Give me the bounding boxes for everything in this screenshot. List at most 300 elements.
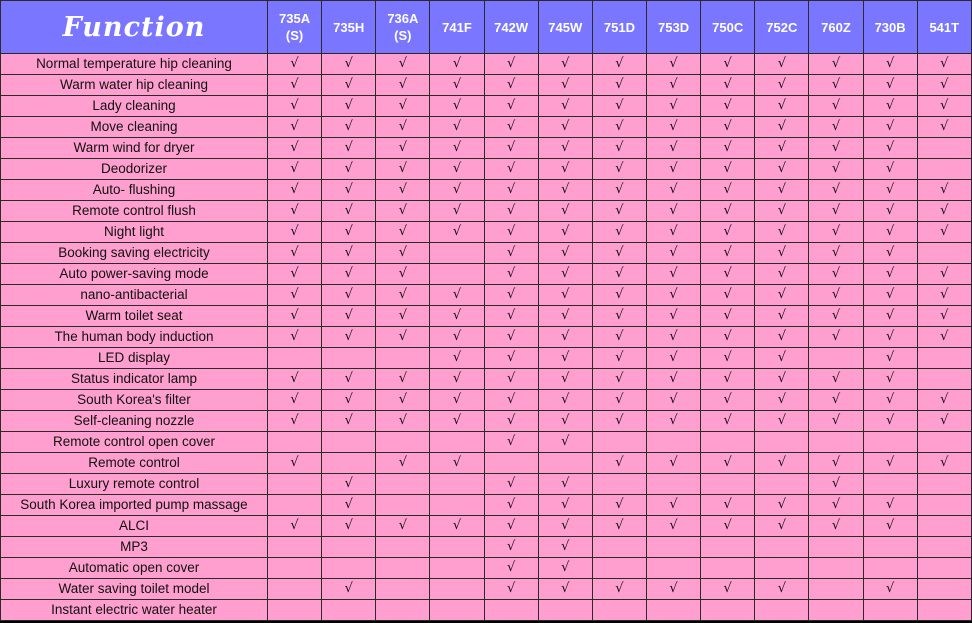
check-mark-cell: √ bbox=[484, 495, 538, 516]
check-mark-cell: √ bbox=[268, 390, 322, 411]
empty-cell bbox=[268, 600, 322, 621]
feature-label: nano-antibacterial bbox=[1, 285, 268, 306]
check-mark-cell: √ bbox=[484, 432, 538, 453]
feature-label: Status indicator lamp bbox=[1, 369, 268, 390]
empty-cell bbox=[863, 537, 917, 558]
table-row bbox=[1, 285, 972, 306]
check-mark-cell: √ bbox=[917, 96, 971, 117]
table-body bbox=[1, 54, 972, 621]
check-mark-cell: √ bbox=[322, 411, 376, 432]
check-mark-cell: √ bbox=[755, 75, 809, 96]
check-mark-cell: √ bbox=[484, 390, 538, 411]
check-mark-cell: √ bbox=[917, 54, 971, 75]
check-mark-cell: √ bbox=[755, 96, 809, 117]
check-mark-cell: √ bbox=[376, 222, 430, 243]
feature-label: Move cleaning bbox=[1, 117, 268, 138]
table-row bbox=[1, 117, 972, 138]
empty-cell bbox=[268, 432, 322, 453]
check-mark-cell: √ bbox=[755, 54, 809, 75]
check-mark-cell: √ bbox=[701, 390, 755, 411]
check-mark-cell: √ bbox=[322, 495, 376, 516]
check-mark-cell: √ bbox=[809, 516, 863, 537]
check-mark-cell: √ bbox=[268, 117, 322, 138]
check-mark-cell: √ bbox=[917, 222, 971, 243]
check-mark-cell: √ bbox=[646, 579, 700, 600]
table-row bbox=[1, 75, 972, 96]
table-row bbox=[1, 348, 972, 369]
empty-cell bbox=[484, 600, 538, 621]
check-mark-cell: √ bbox=[755, 579, 809, 600]
check-mark-cell: √ bbox=[755, 117, 809, 138]
check-mark-cell: √ bbox=[322, 264, 376, 285]
empty-cell bbox=[701, 537, 755, 558]
check-mark-cell: √ bbox=[376, 54, 430, 75]
check-mark-cell: √ bbox=[809, 243, 863, 264]
check-mark-cell: √ bbox=[484, 579, 538, 600]
empty-cell bbox=[917, 516, 971, 537]
check-mark-cell: √ bbox=[755, 138, 809, 159]
check-mark-cell: √ bbox=[484, 327, 538, 348]
check-mark-cell: √ bbox=[322, 75, 376, 96]
empty-cell bbox=[430, 495, 484, 516]
check-mark-cell: √ bbox=[646, 96, 700, 117]
empty-cell bbox=[592, 432, 646, 453]
check-mark-cell: √ bbox=[755, 369, 809, 390]
empty-cell bbox=[430, 537, 484, 558]
empty-cell bbox=[592, 537, 646, 558]
check-mark-cell: √ bbox=[701, 453, 755, 474]
check-mark-cell: √ bbox=[863, 222, 917, 243]
check-mark-cell: √ bbox=[322, 579, 376, 600]
check-mark-cell: √ bbox=[484, 348, 538, 369]
feature-label: Deodorizer bbox=[1, 159, 268, 180]
model-header: 741F bbox=[430, 1, 484, 54]
empty-cell bbox=[917, 600, 971, 621]
empty-cell bbox=[376, 474, 430, 495]
check-mark-cell: √ bbox=[268, 306, 322, 327]
check-mark-cell: √ bbox=[430, 369, 484, 390]
check-mark-cell: √ bbox=[592, 201, 646, 222]
check-mark-cell: √ bbox=[484, 54, 538, 75]
empty-cell bbox=[755, 432, 809, 453]
check-mark-cell: √ bbox=[376, 96, 430, 117]
table-row bbox=[1, 264, 972, 285]
check-mark-cell: √ bbox=[809, 369, 863, 390]
empty-cell bbox=[863, 474, 917, 495]
check-mark-cell: √ bbox=[863, 453, 917, 474]
check-mark-cell: √ bbox=[268, 453, 322, 474]
table-row bbox=[1, 222, 972, 243]
check-mark-cell: √ bbox=[322, 243, 376, 264]
check-mark-cell: √ bbox=[701, 159, 755, 180]
check-mark-cell: √ bbox=[322, 327, 376, 348]
empty-cell bbox=[592, 558, 646, 579]
check-mark-cell: √ bbox=[268, 243, 322, 264]
check-mark-cell: √ bbox=[701, 222, 755, 243]
check-mark-cell: √ bbox=[646, 117, 700, 138]
check-mark-cell: √ bbox=[863, 348, 917, 369]
check-mark-cell: √ bbox=[701, 264, 755, 285]
empty-cell bbox=[809, 600, 863, 621]
check-mark-cell: √ bbox=[592, 306, 646, 327]
check-mark-cell: √ bbox=[538, 369, 592, 390]
check-mark-cell: √ bbox=[809, 474, 863, 495]
check-mark-cell: √ bbox=[484, 117, 538, 138]
check-mark-cell: √ bbox=[538, 222, 592, 243]
check-mark-cell: √ bbox=[646, 516, 700, 537]
check-mark-cell: √ bbox=[538, 516, 592, 537]
table-row bbox=[1, 474, 972, 495]
check-mark-cell: √ bbox=[430, 348, 484, 369]
feature-label: Self-cleaning nozzle bbox=[1, 411, 268, 432]
check-mark-cell: √ bbox=[538, 432, 592, 453]
check-mark-cell: √ bbox=[863, 369, 917, 390]
check-mark-cell: √ bbox=[701, 201, 755, 222]
check-mark-cell: √ bbox=[755, 306, 809, 327]
check-mark-cell: √ bbox=[430, 516, 484, 537]
check-mark-cell: √ bbox=[701, 348, 755, 369]
check-mark-cell: √ bbox=[484, 96, 538, 117]
check-mark-cell: √ bbox=[863, 117, 917, 138]
check-mark-cell: √ bbox=[538, 159, 592, 180]
check-mark-cell: √ bbox=[592, 138, 646, 159]
check-mark-cell: √ bbox=[701, 411, 755, 432]
check-mark-cell: √ bbox=[755, 285, 809, 306]
check-mark-cell: √ bbox=[376, 285, 430, 306]
feature-label: Auto power-saving mode bbox=[1, 264, 268, 285]
check-mark-cell: √ bbox=[592, 180, 646, 201]
check-mark-cell: √ bbox=[322, 96, 376, 117]
empty-cell bbox=[646, 474, 700, 495]
empty-cell bbox=[268, 558, 322, 579]
check-mark-cell: √ bbox=[809, 96, 863, 117]
check-mark-cell: √ bbox=[701, 117, 755, 138]
check-mark-cell: √ bbox=[809, 264, 863, 285]
check-mark-cell: √ bbox=[755, 243, 809, 264]
check-mark-cell: √ bbox=[484, 264, 538, 285]
check-mark-cell: √ bbox=[322, 159, 376, 180]
table-row bbox=[1, 558, 972, 579]
check-mark-cell: √ bbox=[701, 285, 755, 306]
check-mark-cell: √ bbox=[592, 453, 646, 474]
check-mark-cell: √ bbox=[376, 159, 430, 180]
table-row bbox=[1, 432, 972, 453]
check-mark-cell: √ bbox=[592, 411, 646, 432]
empty-cell bbox=[376, 348, 430, 369]
check-mark-cell: √ bbox=[376, 180, 430, 201]
check-mark-cell: √ bbox=[863, 411, 917, 432]
check-mark-cell: √ bbox=[484, 558, 538, 579]
check-mark-cell: √ bbox=[268, 138, 322, 159]
model-header: 750C bbox=[701, 1, 755, 54]
check-mark-cell: √ bbox=[538, 474, 592, 495]
check-mark-cell: √ bbox=[322, 369, 376, 390]
check-mark-cell: √ bbox=[592, 222, 646, 243]
check-mark-cell: √ bbox=[701, 138, 755, 159]
check-mark-cell: √ bbox=[430, 285, 484, 306]
check-mark-cell: √ bbox=[646, 54, 700, 75]
check-mark-cell: √ bbox=[376, 306, 430, 327]
check-mark-cell: √ bbox=[701, 75, 755, 96]
empty-cell bbox=[430, 558, 484, 579]
check-mark-cell: √ bbox=[646, 390, 700, 411]
header-row bbox=[1, 1, 972, 54]
check-mark-cell: √ bbox=[917, 264, 971, 285]
check-mark-cell: √ bbox=[646, 411, 700, 432]
check-mark-cell: √ bbox=[863, 243, 917, 264]
empty-cell bbox=[538, 453, 592, 474]
empty-cell bbox=[268, 537, 322, 558]
check-mark-cell: √ bbox=[809, 327, 863, 348]
empty-cell bbox=[701, 558, 755, 579]
check-mark-cell: √ bbox=[863, 495, 917, 516]
check-mark-cell: √ bbox=[430, 390, 484, 411]
check-mark-cell: √ bbox=[430, 201, 484, 222]
empty-cell bbox=[863, 558, 917, 579]
model-header: 751D bbox=[592, 1, 646, 54]
empty-cell bbox=[646, 558, 700, 579]
empty-cell bbox=[917, 579, 971, 600]
feature-label: Booking saving electricity bbox=[1, 243, 268, 264]
table-row bbox=[1, 96, 972, 117]
check-mark-cell: √ bbox=[376, 264, 430, 285]
empty-cell bbox=[322, 453, 376, 474]
check-mark-cell: √ bbox=[646, 264, 700, 285]
empty-cell bbox=[268, 474, 322, 495]
check-mark-cell: √ bbox=[755, 327, 809, 348]
empty-cell bbox=[592, 474, 646, 495]
table-row bbox=[1, 579, 972, 600]
check-mark-cell: √ bbox=[322, 54, 376, 75]
check-mark-cell: √ bbox=[646, 348, 700, 369]
check-mark-cell: √ bbox=[701, 96, 755, 117]
check-mark-cell: √ bbox=[268, 222, 322, 243]
check-mark-cell: √ bbox=[538, 264, 592, 285]
check-mark-cell: √ bbox=[646, 327, 700, 348]
check-mark-cell: √ bbox=[538, 180, 592, 201]
check-mark-cell: √ bbox=[430, 222, 484, 243]
check-mark-cell: √ bbox=[592, 369, 646, 390]
check-mark-cell: √ bbox=[755, 390, 809, 411]
check-mark-cell: √ bbox=[863, 516, 917, 537]
check-mark-cell: √ bbox=[538, 54, 592, 75]
check-mark-cell: √ bbox=[376, 75, 430, 96]
check-mark-cell: √ bbox=[917, 453, 971, 474]
check-mark-cell: √ bbox=[701, 495, 755, 516]
check-mark-cell: √ bbox=[430, 159, 484, 180]
empty-cell bbox=[430, 579, 484, 600]
check-mark-cell: √ bbox=[484, 306, 538, 327]
check-mark-cell: √ bbox=[484, 222, 538, 243]
check-mark-cell: √ bbox=[268, 54, 322, 75]
check-mark-cell: √ bbox=[538, 243, 592, 264]
feature-label: Warm water hip cleaning bbox=[1, 75, 268, 96]
check-mark-cell: √ bbox=[809, 222, 863, 243]
check-mark-cell: √ bbox=[538, 579, 592, 600]
check-mark-cell: √ bbox=[646, 138, 700, 159]
empty-cell bbox=[322, 432, 376, 453]
check-mark-cell: √ bbox=[376, 369, 430, 390]
check-mark-cell: √ bbox=[538, 537, 592, 558]
check-mark-cell: √ bbox=[484, 537, 538, 558]
empty-cell bbox=[701, 474, 755, 495]
check-mark-cell: √ bbox=[430, 75, 484, 96]
empty-cell bbox=[755, 474, 809, 495]
check-mark-cell: √ bbox=[376, 411, 430, 432]
empty-cell bbox=[917, 243, 971, 264]
check-mark-cell: √ bbox=[430, 138, 484, 159]
empty-cell bbox=[268, 579, 322, 600]
model-header: 735A (S) bbox=[268, 1, 322, 54]
empty-cell bbox=[646, 600, 700, 621]
empty-cell bbox=[376, 495, 430, 516]
empty-cell bbox=[917, 138, 971, 159]
feature-label: Auto- flushing bbox=[1, 180, 268, 201]
feature-label: LED display bbox=[1, 348, 268, 369]
check-mark-cell: √ bbox=[322, 474, 376, 495]
check-mark-cell: √ bbox=[538, 306, 592, 327]
check-mark-cell: √ bbox=[538, 117, 592, 138]
check-mark-cell: √ bbox=[646, 201, 700, 222]
check-mark-cell: √ bbox=[430, 453, 484, 474]
check-mark-cell: √ bbox=[538, 411, 592, 432]
feature-label: Remote control open cover bbox=[1, 432, 268, 453]
empty-cell bbox=[322, 600, 376, 621]
empty-cell bbox=[322, 558, 376, 579]
empty-cell bbox=[863, 432, 917, 453]
check-mark-cell: √ bbox=[917, 75, 971, 96]
model-header: 753D bbox=[646, 1, 700, 54]
empty-cell bbox=[701, 432, 755, 453]
check-mark-cell: √ bbox=[809, 306, 863, 327]
empty-cell bbox=[755, 558, 809, 579]
check-mark-cell: √ bbox=[755, 411, 809, 432]
check-mark-cell: √ bbox=[646, 222, 700, 243]
table-row bbox=[1, 201, 972, 222]
empty-cell bbox=[863, 600, 917, 621]
check-mark-cell: √ bbox=[701, 243, 755, 264]
check-mark-cell: √ bbox=[646, 369, 700, 390]
check-mark-cell: √ bbox=[376, 327, 430, 348]
feature-label: South Korea's filter bbox=[1, 390, 268, 411]
check-mark-cell: √ bbox=[917, 327, 971, 348]
check-mark-cell: √ bbox=[484, 159, 538, 180]
check-mark-cell: √ bbox=[592, 96, 646, 117]
empty-cell bbox=[268, 495, 322, 516]
model-header: 735H bbox=[322, 1, 376, 54]
check-mark-cell: √ bbox=[809, 495, 863, 516]
feature-label: South Korea imported pump massage bbox=[1, 495, 268, 516]
check-mark-cell: √ bbox=[322, 222, 376, 243]
check-mark-cell: √ bbox=[322, 306, 376, 327]
check-mark-cell: √ bbox=[755, 348, 809, 369]
check-mark-cell: √ bbox=[755, 495, 809, 516]
check-mark-cell: √ bbox=[646, 306, 700, 327]
check-mark-cell: √ bbox=[268, 327, 322, 348]
model-header: 742W bbox=[484, 1, 538, 54]
check-mark-cell: √ bbox=[430, 411, 484, 432]
check-mark-cell: √ bbox=[376, 516, 430, 537]
check-mark-cell: √ bbox=[863, 264, 917, 285]
check-mark-cell: √ bbox=[809, 75, 863, 96]
empty-cell bbox=[430, 432, 484, 453]
empty-cell bbox=[376, 558, 430, 579]
check-mark-cell: √ bbox=[268, 285, 322, 306]
check-mark-cell: √ bbox=[646, 180, 700, 201]
check-mark-cell: √ bbox=[538, 138, 592, 159]
check-mark-cell: √ bbox=[809, 138, 863, 159]
check-mark-cell: √ bbox=[809, 54, 863, 75]
check-mark-cell: √ bbox=[917, 180, 971, 201]
table-row bbox=[1, 327, 972, 348]
check-mark-cell: √ bbox=[538, 96, 592, 117]
check-mark-cell: √ bbox=[809, 117, 863, 138]
check-mark-cell: √ bbox=[917, 411, 971, 432]
check-mark-cell: √ bbox=[592, 243, 646, 264]
table-title: Function bbox=[1, 1, 268, 54]
feature-label: Luxury remote control bbox=[1, 474, 268, 495]
check-mark-cell: √ bbox=[430, 117, 484, 138]
table-row bbox=[1, 600, 972, 621]
check-mark-cell: √ bbox=[322, 201, 376, 222]
check-mark-cell: √ bbox=[809, 201, 863, 222]
table-row bbox=[1, 369, 972, 390]
empty-cell bbox=[809, 537, 863, 558]
check-mark-cell: √ bbox=[809, 390, 863, 411]
table-row bbox=[1, 138, 972, 159]
check-mark-cell: √ bbox=[863, 138, 917, 159]
check-mark-cell: √ bbox=[538, 390, 592, 411]
check-mark-cell: √ bbox=[268, 75, 322, 96]
check-mark-cell: √ bbox=[322, 117, 376, 138]
check-mark-cell: √ bbox=[376, 201, 430, 222]
empty-cell bbox=[376, 579, 430, 600]
empty-cell bbox=[592, 600, 646, 621]
check-mark-cell: √ bbox=[268, 159, 322, 180]
check-mark-cell: √ bbox=[376, 453, 430, 474]
check-mark-cell: √ bbox=[755, 264, 809, 285]
check-mark-cell: √ bbox=[917, 390, 971, 411]
model-header: 760Z bbox=[809, 1, 863, 54]
table-row bbox=[1, 159, 972, 180]
empty-cell bbox=[917, 537, 971, 558]
feature-label: Warm wind for dryer bbox=[1, 138, 268, 159]
check-mark-cell: √ bbox=[430, 327, 484, 348]
check-mark-cell: √ bbox=[430, 96, 484, 117]
feature-label: Instant electric water heater bbox=[1, 600, 268, 621]
empty-cell bbox=[646, 537, 700, 558]
feature-label: Normal temperature hip cleaning bbox=[1, 54, 268, 75]
check-mark-cell: √ bbox=[863, 180, 917, 201]
check-mark-cell: √ bbox=[592, 54, 646, 75]
model-header: 752C bbox=[755, 1, 809, 54]
check-mark-cell: √ bbox=[592, 327, 646, 348]
check-mark-cell: √ bbox=[809, 180, 863, 201]
check-mark-cell: √ bbox=[538, 495, 592, 516]
empty-cell bbox=[917, 348, 971, 369]
check-mark-cell: √ bbox=[484, 75, 538, 96]
empty-cell bbox=[917, 474, 971, 495]
check-mark-cell: √ bbox=[809, 285, 863, 306]
empty-cell bbox=[322, 348, 376, 369]
check-mark-cell: √ bbox=[268, 201, 322, 222]
table-row bbox=[1, 411, 972, 432]
check-mark-cell: √ bbox=[863, 201, 917, 222]
check-mark-cell: √ bbox=[809, 411, 863, 432]
check-mark-cell: √ bbox=[592, 117, 646, 138]
empty-cell bbox=[538, 600, 592, 621]
check-mark-cell: √ bbox=[592, 579, 646, 600]
